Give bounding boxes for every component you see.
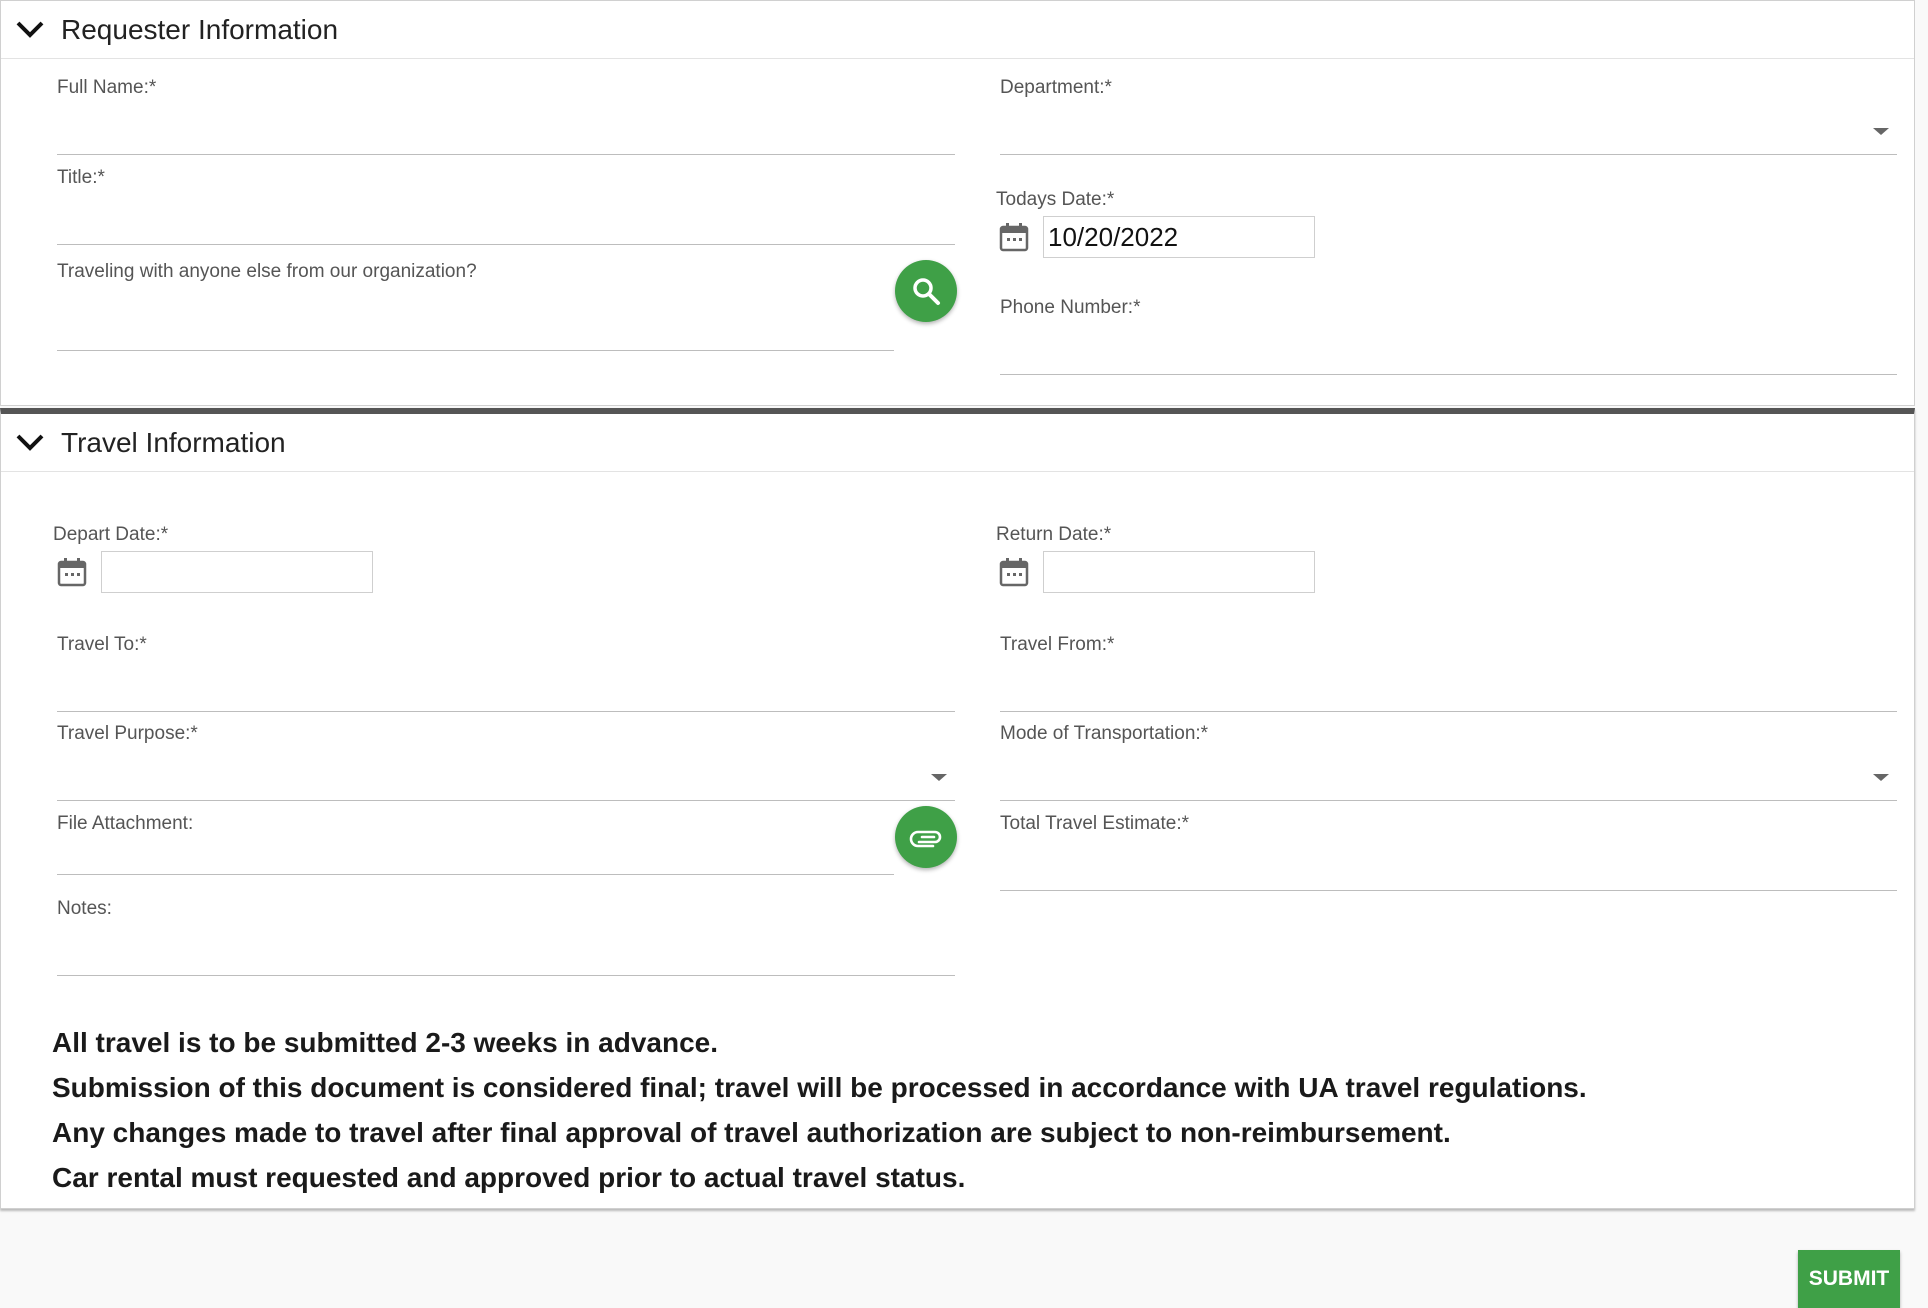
calendar-icon[interactable]	[998, 221, 1030, 253]
chevron-down-icon	[15, 19, 45, 39]
caret-down-icon	[1873, 774, 1889, 781]
notice-line: Any changes made to travel after final approval of travel authorization are subject to non-reimbursement.	[52, 1117, 1451, 1148]
travel-to-field[interactable]	[57, 634, 955, 712]
field-underline	[57, 244, 955, 245]
field-underline	[57, 800, 955, 801]
travel-to-input[interactable]	[57, 674, 955, 708]
search-icon	[910, 275, 942, 307]
transportation-mode-select[interactable]	[1000, 723, 1897, 801]
field-underline	[1000, 374, 1897, 375]
field-label: Title:*	[57, 167, 105, 188]
chevron-down-icon	[15, 432, 45, 452]
return-date-input[interactable]	[1043, 551, 1315, 593]
field-label: Traveling with anyone else from our organization?	[57, 261, 477, 282]
return-date-row	[998, 551, 1318, 593]
field-label: Notes:	[57, 898, 112, 919]
panel-title: Travel Information	[61, 427, 286, 458]
depart-date-input[interactable]	[101, 551, 373, 593]
field-label: Total Travel Estimate:*	[1000, 813, 1190, 834]
depart-date-label: Depart Date:*	[53, 524, 169, 545]
caret-down-icon	[931, 774, 947, 781]
traveling-with-field[interactable]	[57, 261, 894, 351]
field-underline	[57, 874, 894, 875]
search-button[interactable]	[895, 260, 957, 322]
notes-input[interactable]	[57, 938, 955, 972]
depart-date-row	[56, 551, 376, 593]
travel-policy-notice	[52, 1020, 1587, 1200]
travel-from-field[interactable]	[1000, 634, 1897, 712]
field-label: File Attachment:	[57, 813, 194, 834]
caret-down-icon	[1873, 128, 1889, 135]
phone-number-input[interactable]	[1000, 337, 1897, 371]
field-label: Mode of Transportation:*	[1000, 723, 1209, 744]
field-underline	[57, 154, 955, 155]
full-name-field[interactable]	[57, 77, 955, 155]
field-label: Full Name:*	[57, 77, 157, 98]
field-label: Department:*	[1000, 77, 1112, 98]
field-underline	[1000, 800, 1897, 801]
notice-line: All travel is to be submitted 2-3 weeks in advance.	[52, 1027, 719, 1058]
field-label: Travel From:*	[1000, 634, 1115, 655]
todays-date-row	[998, 216, 1318, 258]
total-estimate-field[interactable]	[1000, 813, 1897, 891]
attach-file-button[interactable]	[895, 806, 957, 868]
calendar-icon[interactable]	[998, 556, 1030, 588]
title-field[interactable]	[57, 167, 955, 245]
travel-panel-header[interactable]	[1, 414, 1914, 472]
submit-button[interactable]: SUBMIT	[1798, 1250, 1900, 1308]
title-input[interactable]	[57, 207, 955, 241]
field-underline	[1000, 890, 1897, 891]
return-date-label: Return Date:*	[996, 524, 1112, 545]
traveling-with-input[interactable]	[57, 313, 894, 347]
todays-date-label: Todays Date:*	[996, 189, 1115, 210]
calendar-icon[interactable]	[56, 556, 88, 588]
field-underline	[1000, 711, 1897, 712]
panel-title: Requester Information	[61, 14, 339, 45]
travel-panel	[0, 408, 1915, 1209]
requester-panel-header[interactable]	[1, 1, 1914, 59]
notice-line: Submission of this document is considered final; travel will be processed in accordance with UA travel regulations.	[52, 1072, 1587, 1103]
requester-panel	[0, 0, 1915, 406]
field-label: Travel To:*	[57, 634, 147, 655]
total-estimate-input[interactable]	[1000, 853, 1897, 887]
department-select[interactable]	[1000, 77, 1897, 155]
todays-date-input[interactable]	[1043, 216, 1315, 258]
paperclip-icon	[909, 826, 943, 848]
field-underline	[57, 975, 955, 976]
field-underline	[1000, 154, 1897, 155]
full-name-input[interactable]	[57, 117, 955, 151]
field-label: Phone Number:*	[1000, 297, 1141, 318]
file-attachment-field[interactable]	[57, 813, 894, 875]
travel-purpose-select[interactable]	[57, 723, 955, 801]
travel-from-input[interactable]	[1000, 674, 1897, 708]
field-label: Travel Purpose:*	[57, 723, 198, 744]
phone-number-field[interactable]	[1000, 297, 1897, 375]
notice-line: Car rental must requested and approved prior to actual travel status.	[52, 1162, 966, 1193]
notes-field[interactable]	[57, 898, 955, 976]
field-underline	[57, 350, 894, 351]
field-underline	[57, 711, 955, 712]
